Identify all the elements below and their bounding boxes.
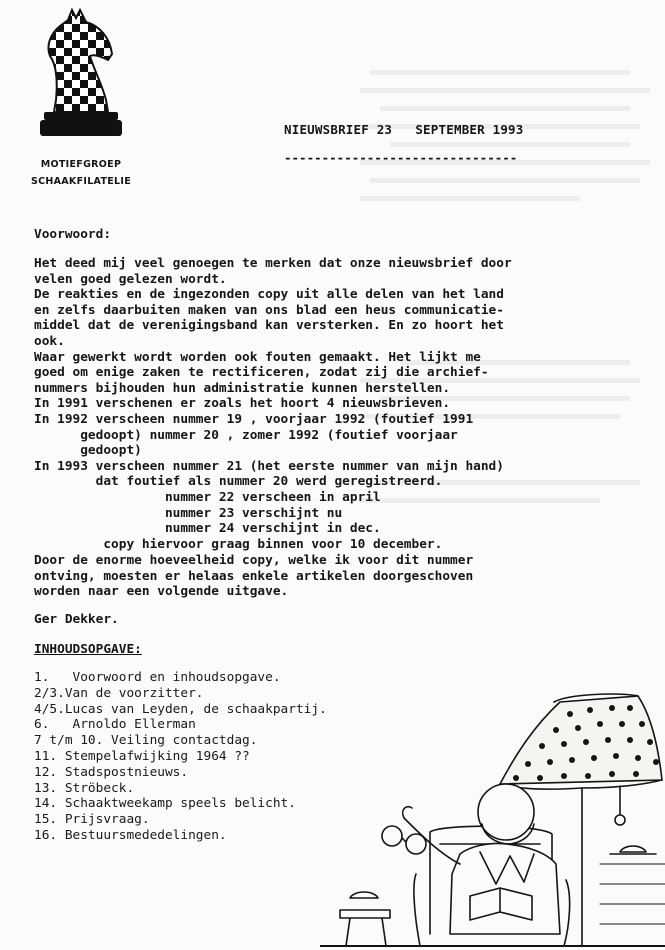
reading-man-with-lamp-icon xyxy=(320,684,665,950)
chess-knight-icon xyxy=(40,8,122,140)
org-line-1: MOTIEFGROEP xyxy=(40,159,122,170)
foreword-paragraph-1: Het deed mij veel genoegen te merken dat onze nieuwsbrief door velen goed gelezen wordt. De reakties en de ingezonden copy uit alle delen van het land en zelfs daarbuiten maken van ons blad een heus communicatie- middel dat de verenigingsband kan versterken. En zo hoort het ook. Waar gewerkt wordt worden ook fouten gemaakt. Het lijkt me goed om enige zaken te rectificeren, zodat zij die archief- nummers bijhouden hun administratie kunnen herstellen. In 1991 verschenen er zoals het hoort 4 nieuwsbrieven. In 1992 verscheen nummer 19 , voorjaar 1992 (foutief 1991 gedoopt) nummer 20 , zomer 1992 (foutief voorjaar gedoopt) In 1993 verscheen nummer 21 (het eerste nummer van mijn hand) dat foutief als nummer 20 werd geregistreerd. nummer 22 verscheen in april nummer 23 verschijnt nu nummer 24 verschijnt in dec. copy hiervoor graag binnen voor 10 december. xyxy=(34,256,512,552)
signature: Ger Dekker. xyxy=(34,612,119,627)
org-line-2: SCHAAKFILATELIE xyxy=(30,176,132,187)
title-underline: ------------------------------- xyxy=(284,150,518,165)
foreword-paragraph-2: Door de enorme hoeveelheid copy, welke ik voor dit nummer ontving, moesten er helaas enkele artikelen doorgeschoven worden naar een volgende uitgave. xyxy=(34,553,474,600)
org-name xyxy=(14,156,148,190)
toc-list: 1. Voorwoord en inhoudsopgave. 2/3.Van de voorzitter. 4/5.Lucas van Leyden, de schaakpartij. 6. Arnoldo Ellerman 7 t/m 10. Veiling contactdag. 11. Stempelafwijking 1964 ?? 12. Stadspostnieuws. 13. Ströbeck. 14. Schaaktweekamp speels belicht. 15. Prijsvraag. 16. Bestuursmededelingen. xyxy=(34,670,327,843)
newsletter-title: NIEUWSBRIEF 23 SEPTEMBER 1993 xyxy=(284,122,524,137)
foreword-heading: Voorwoord: xyxy=(34,227,112,242)
toc-heading: INHOUDSOPGAVE: xyxy=(34,642,142,657)
